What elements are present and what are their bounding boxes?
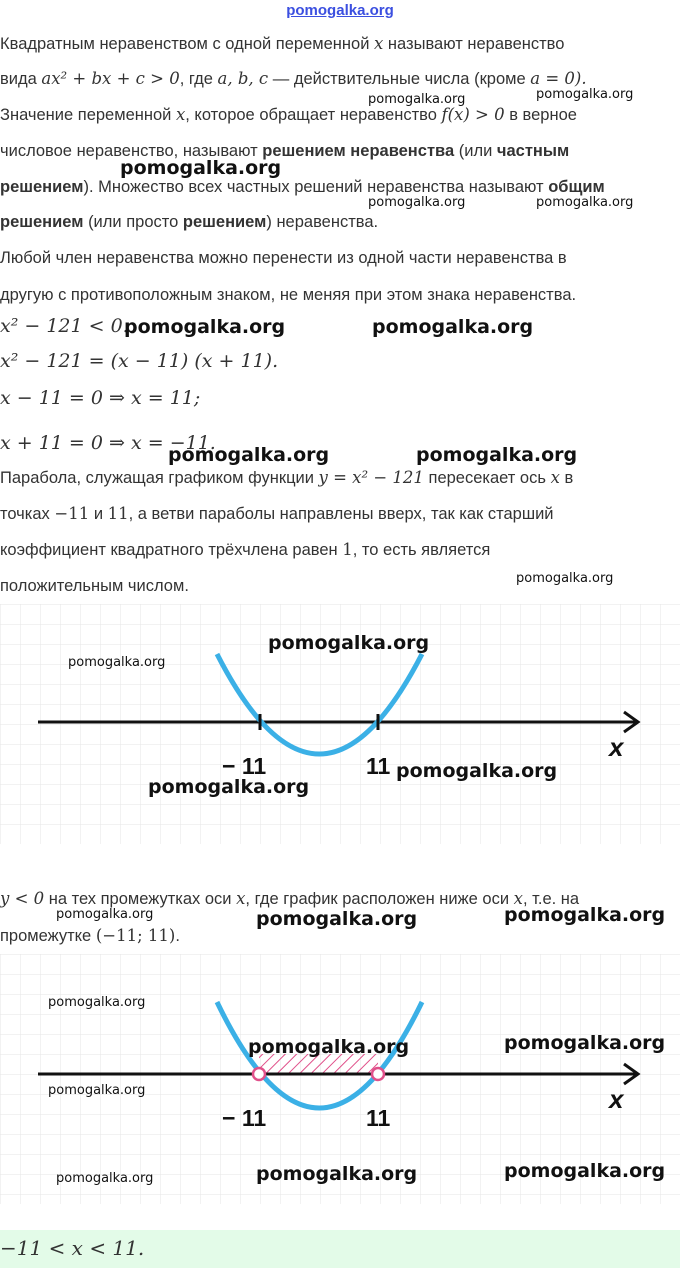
math-fx: f(x) > 0 [441,105,505,124]
watermark: pomogalka.org [168,444,330,466]
axis-label-x: x [609,1084,624,1114]
math-abc: a, b, c [217,69,269,88]
bold-term: общим [548,178,605,196]
open-point-neg11 [253,1068,265,1080]
text: вида [0,70,37,88]
watermark: pomogalka.org [372,316,534,338]
label-neg11: − 11 [222,753,267,779]
text-line-2 [0,68,587,90]
text: , то есть является [352,541,491,559]
text: , где график расположен ниже оси [245,890,510,908]
math-line-1: x² − 121 < 0. [0,315,129,337]
text: коэффициент квадратного трёхчлена равен [0,541,338,559]
bold-term: решением [0,213,84,231]
math-pos11: 11 [107,504,129,523]
text: — действительные числа (кроме [272,70,526,88]
math-a-zero: a = 0). [530,69,587,88]
text: в [564,469,574,487]
math-line-2: x² − 121 = (x − 11) (x + 11). [0,350,279,372]
watermark: pomogalka.org [516,571,614,586]
watermark: pomogalka.org [56,1171,154,1186]
math-y-lt-0: y < 0 [0,889,45,908]
watermark: pomogalka.org [68,655,166,670]
text: промежутке [0,927,92,945]
text-line-14 [0,925,180,947]
text: , которое обращает неравенство [185,106,437,124]
watermark: pomogalka.org [148,776,310,798]
math-line-4: x + 11 = 0 ⇒ x = −11. [0,432,216,454]
open-point-11 [372,1068,384,1080]
math-one: 1 [342,540,353,559]
watermark: pomogalka.org [416,444,578,466]
site-header-link[interactable]: pomogalka.org [286,2,394,19]
bold-term: решением неравенства [262,142,455,160]
text-line-6 [0,211,378,233]
math-x: x [374,34,384,53]
text-line-12: положительным числом. [0,577,189,595]
text: (или [458,142,493,160]
text: , где [179,70,213,88]
text: (или просто [88,213,179,231]
text-line-9 [0,467,573,489]
text-line-4 [0,140,569,162]
answer-text: −11 < x < 11. [0,1236,145,1260]
text: ). Множество всех частных решений неравенства называют [83,178,544,196]
watermark: pomogalka.org [48,1083,146,1098]
text-line-11 [0,539,490,561]
text: Квадратным неравенством с одной переменной [0,35,370,53]
text-line-1 [0,33,564,55]
math-neg11: −11 [54,504,90,523]
label-11: 11 [366,1105,391,1131]
text: , т.е. на [522,890,580,908]
watermark: pomogalka.org [256,1163,418,1185]
watermark: pomogalka.org [120,157,282,179]
watermark: pomogalka.org [268,632,430,654]
text-line-7: Любой член неравенства можно перенести из одной части неравенства в [0,249,567,267]
text: . [175,927,180,945]
math-function: y = x² − 121 [318,468,424,487]
watermark: pomogalka.org [504,1032,666,1054]
math-x: x [513,889,523,908]
label-neg11: − 11 [222,1105,267,1131]
math-line-3: x − 11 = 0 ⇒ x = 11; [0,387,201,409]
text: , а ветви параболы направлены вверх, так как старший [128,505,554,523]
label-11: 11 [366,753,391,779]
watermark: pomogalka.org [504,1160,666,1182]
watermark: pomogalka.org [124,316,286,338]
watermark: pomogalka.org [256,908,418,930]
math-x: x [175,105,186,124]
text: и [93,505,104,523]
watermark: pomogalka.org [248,1036,410,1058]
watermark: pomogalka.org [536,87,634,102]
watermark: pomogalka.org [368,92,466,107]
math-x: x [550,468,560,487]
answer-box [0,1230,680,1268]
text: Парабола, служащая графиком функции [0,469,314,487]
text: называют неравенство [387,35,565,53]
text: точках [0,505,50,523]
math-general-inequality: ax² + bx + c > 0 [41,69,180,88]
text-line-8: другую с противоположным знаком, не меняя при этом знака неравенства. [0,286,577,304]
text: ) неравенства. [266,213,379,231]
bold-term: частным [496,142,570,160]
bold-term: решением [0,178,84,196]
watermark: pomogalka.org [368,195,466,210]
text-line-3 [0,104,577,126]
text: пересекает ось [428,469,546,487]
axis-label-x: x [609,732,624,762]
watermark: pomogalka.org [504,904,666,926]
text: Значение переменной [0,106,172,124]
bold-term: решением [182,213,267,231]
text: на тех промежутках оси [48,890,232,908]
watermark: pomogalka.org [48,995,146,1010]
text: в верное [509,106,577,124]
math-x: x [236,889,246,908]
text: числовое неравенство, называют [0,142,258,160]
text-line-10 [0,503,554,525]
watermark: pomogalka.org [56,907,154,922]
watermark: pomogalka.org [396,760,558,782]
text-line-5 [0,176,605,198]
math-interval: (−11; 11) [95,926,176,945]
watermark: pomogalka.org [536,195,634,210]
